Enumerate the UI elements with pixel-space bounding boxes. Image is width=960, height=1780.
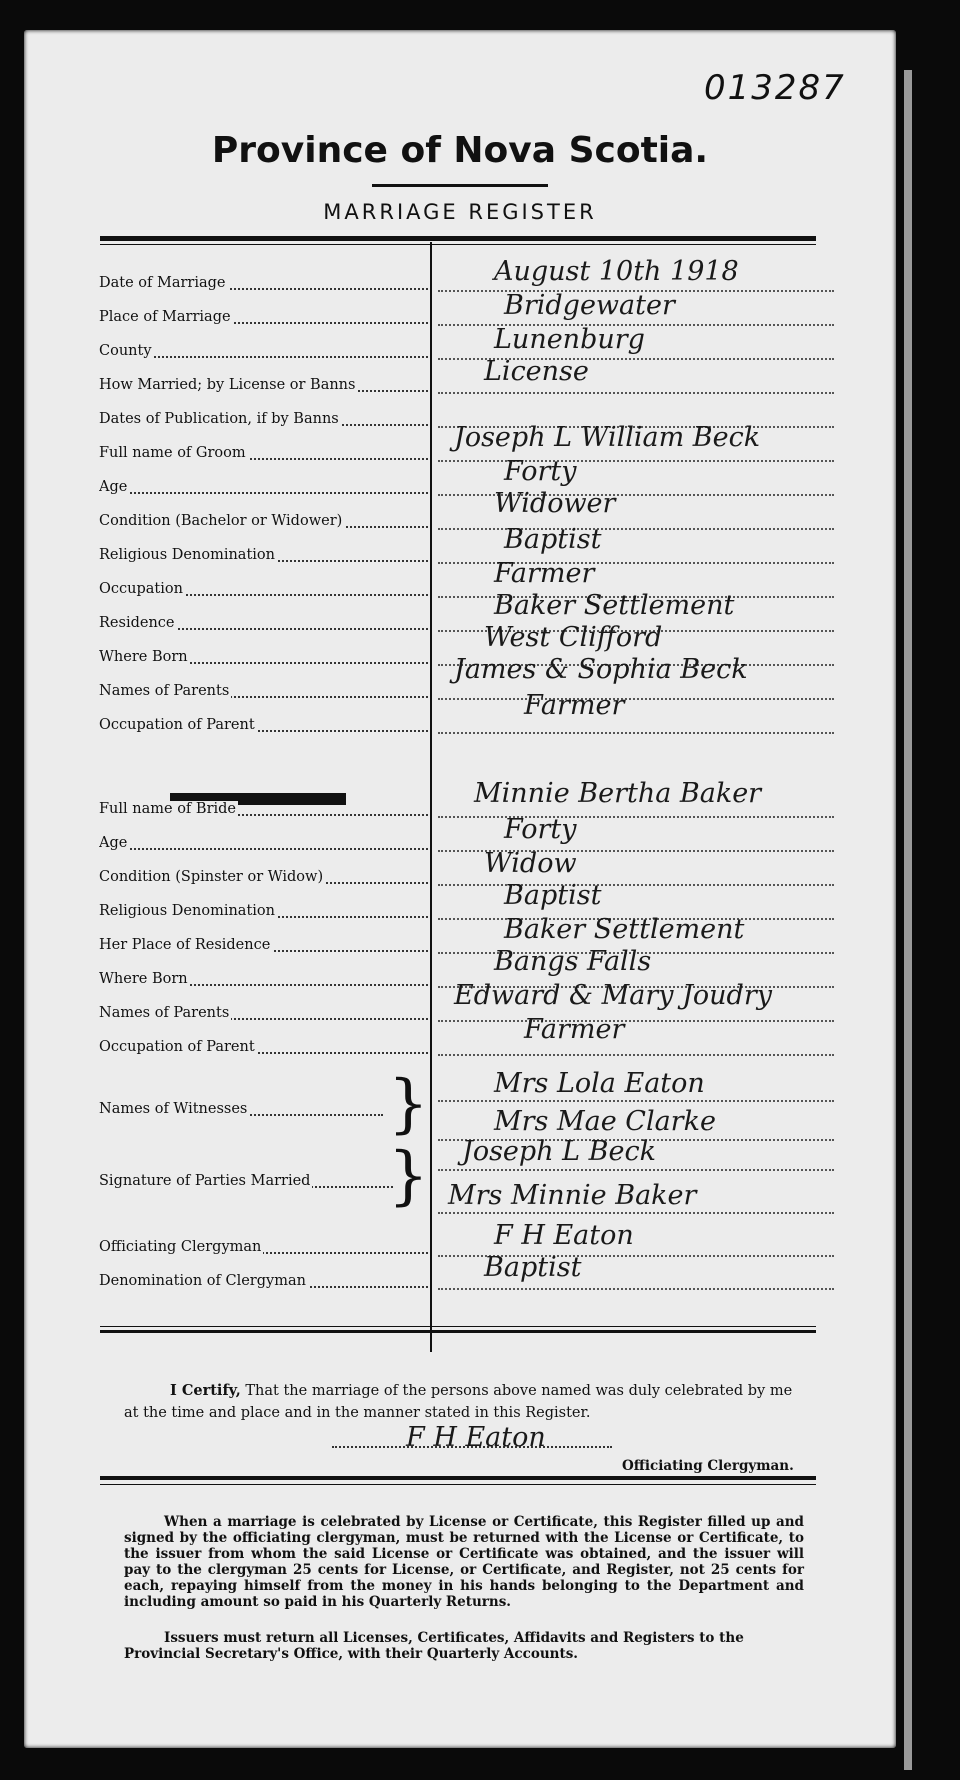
bride-age-label: Age xyxy=(99,835,128,851)
groom-residence-value: Baker Settlement xyxy=(494,590,735,621)
groom-occupation-row xyxy=(99,578,434,600)
bride-full-name-label: Full name of Bride xyxy=(99,801,236,817)
bride-age-row xyxy=(99,832,434,854)
signatures-label: Signature of Parties Married xyxy=(99,1173,311,1189)
certify-divider xyxy=(100,1330,816,1333)
bride-denomination-value: Baptist xyxy=(504,880,602,911)
groom-condition-value: Widower xyxy=(494,488,616,519)
how-married-row xyxy=(99,374,434,396)
certify-lead: I Certify, xyxy=(170,1382,241,1399)
paper-edge xyxy=(904,70,912,1770)
denomination-clergy-line xyxy=(438,1288,834,1290)
bride-parents-row xyxy=(99,1002,434,1024)
groom-occupation-label: Occupation xyxy=(99,581,183,597)
groom-condition-label: Condition (Bachelor or Widower) xyxy=(99,513,343,529)
groom-parents-line xyxy=(438,698,834,700)
county-row xyxy=(99,340,434,362)
bride-residence-label: Her Place of Residence xyxy=(99,937,271,953)
groom-condition-row xyxy=(99,510,434,532)
issuers-paragraph: Issuers must return all Licenses, Certificates, Affidavits and Registers to the Provincial Secretary's Office, with their Quarterly Accounts. xyxy=(124,1630,744,1662)
groom-parents-value: James & Sophia Beck xyxy=(454,654,748,685)
bride-where-born-label: Where Born xyxy=(99,971,188,987)
how-married-label: How Married; by License or Banns xyxy=(99,377,356,393)
bride-full-name-line xyxy=(438,816,834,818)
dates-of-publication-label: Dates of Publication, if by Banns xyxy=(99,411,339,427)
clergy-row xyxy=(99,1236,434,1258)
groom-full-name-value: Joseph L William Beck xyxy=(454,422,761,453)
dates-of-publication-row xyxy=(99,408,434,430)
bride-parents-value: Edward & Mary Joudry xyxy=(454,980,772,1011)
groom-residence-row xyxy=(99,612,434,634)
witness-line-1 xyxy=(438,1100,834,1102)
certify-divider-thin xyxy=(100,1326,816,1327)
bride-residence-row xyxy=(99,934,434,956)
bride-parents-label: Names of Parents xyxy=(99,1005,230,1021)
header-divider-thin xyxy=(100,244,816,245)
page-title: Province of Nova Scotia. xyxy=(211,130,709,171)
notice-divider-thin xyxy=(100,1484,816,1485)
groom-age-value: Forty xyxy=(504,456,577,487)
groom-where-born-label: Where Born xyxy=(99,649,188,665)
denomination-clergy-row xyxy=(99,1270,434,1292)
bride-parent-occupation-label: Occupation of Parent xyxy=(99,1039,255,1055)
witness-1-value: Mrs Lola Eaton xyxy=(494,1068,705,1099)
notice-paragraph: When a marriage is celebrated by License or Certificate, this Register filled up and signed by the officiating clergyman, must be returned with the License or Certificate, to the issuer from whom the said License or Certificate was obtained, and the issuer will pay to the clergyman 25 cents for License, or Certificate, and Register, not 25 cents for each, repaying himself from the money in his hands belonging to the Department and including amount so paid in his Quarterly Returns. xyxy=(124,1514,804,1610)
groom-parent-occupation-label: Occupation of Parent xyxy=(99,717,255,733)
date-of-marriage-row xyxy=(99,272,434,294)
bride-where-born-row xyxy=(99,968,434,990)
notice-divider xyxy=(100,1476,816,1480)
groom-parent-occupation-line xyxy=(438,732,834,734)
bride-full-name-value: Minnie Bertha Baker xyxy=(474,778,762,809)
place-of-marriage-label: Place of Marriage xyxy=(99,309,231,325)
signatures-brace: } xyxy=(388,1139,429,1213)
county-value: Lunenburg xyxy=(494,324,645,355)
groom-denomination-label: Religious Denomination xyxy=(99,547,275,563)
signatures-label-row xyxy=(99,1170,399,1192)
denomination-clergy-value: Baptist xyxy=(484,1252,582,1283)
bride-denomination-row xyxy=(99,900,434,922)
witness-2-value: Mrs Mae Clarke xyxy=(494,1106,716,1137)
signature-line-2 xyxy=(438,1212,834,1214)
how-married-value: License xyxy=(484,356,589,387)
groom-parent-occupation-row xyxy=(99,714,434,736)
witnesses-label-row xyxy=(99,1098,389,1120)
bride-parents-line xyxy=(438,1020,834,1022)
place-of-marriage-row xyxy=(99,306,434,328)
groom-occupation-value: Farmer xyxy=(494,558,595,589)
header-divider xyxy=(100,236,816,241)
date-of-marriage-value: August 10th 1918 xyxy=(494,256,739,287)
groom-full-name-label: Full name of Groom xyxy=(99,445,246,461)
clergy-label: Officiating Clergyman xyxy=(99,1239,262,1255)
groom-where-born-row xyxy=(99,646,434,668)
groom-parents-row xyxy=(99,680,434,702)
groom-parents-label: Names of Parents xyxy=(99,683,230,699)
groom-parent-occupation-value: Farmer xyxy=(524,690,625,721)
certification-text xyxy=(124,1380,804,1424)
how-married-line xyxy=(438,392,834,394)
groom-where-born-value: West Clifford xyxy=(484,622,663,653)
title-underline xyxy=(372,184,548,187)
bride-condition-row xyxy=(99,866,434,888)
bride-condition-line xyxy=(438,884,834,886)
groom-denomination-value: Baptist xyxy=(504,524,602,555)
document-number: 013287 xyxy=(704,68,846,108)
bride-parent-occupation-row xyxy=(99,1036,434,1058)
bride-condition-label: Condition (Spinster or Widow) xyxy=(99,869,324,885)
groom-signature: Joseph L Beck xyxy=(462,1136,656,1167)
bride-condition-value: Widow xyxy=(484,848,577,879)
register-form xyxy=(24,30,896,1748)
bride-denomination-label: Religious Denomination xyxy=(99,903,275,919)
bride-residence-value: Baker Settlement xyxy=(504,914,745,945)
bride-where-born-value: Bangs Falls xyxy=(494,946,652,977)
clergy-signature: F H Eaton xyxy=(406,1422,546,1453)
groom-full-name-line xyxy=(438,460,834,462)
groom-denomination-row xyxy=(99,544,434,566)
signature-line-1 xyxy=(438,1169,834,1171)
clergy-caption: Officiating Clergyman. xyxy=(622,1458,794,1474)
county-label: County xyxy=(99,343,152,359)
groom-residence-label: Residence xyxy=(99,615,175,631)
certify-body: That the marriage of the persons above named was duly celebrated by me at the time and place and in the manner stated in this Register. xyxy=(124,1383,793,1421)
groom-age-row xyxy=(99,476,434,498)
bride-age-value: Forty xyxy=(504,814,577,845)
bride-signature: Mrs Minnie Baker xyxy=(448,1180,697,1211)
groom-age-label: Age xyxy=(99,479,128,495)
page-subtitle: MARRIAGE REGISTER xyxy=(323,200,597,224)
groom-full-name-row xyxy=(99,442,434,464)
place-of-marriage-value: Bridgewater xyxy=(504,290,675,321)
witnesses-label: Names of Witnesses xyxy=(99,1101,248,1117)
clergy-value: F H Eaton xyxy=(494,1220,634,1251)
bride-parent-occupation-value: Farmer xyxy=(524,1014,625,1045)
denomination-clergy-label: Denomination of Clergyman xyxy=(99,1273,306,1289)
date-of-marriage-label: Date of Marriage xyxy=(99,275,226,291)
groom-condition-line xyxy=(438,528,834,530)
witnesses-brace: } xyxy=(388,1067,429,1141)
bride-parent-occupation-line xyxy=(438,1054,834,1056)
